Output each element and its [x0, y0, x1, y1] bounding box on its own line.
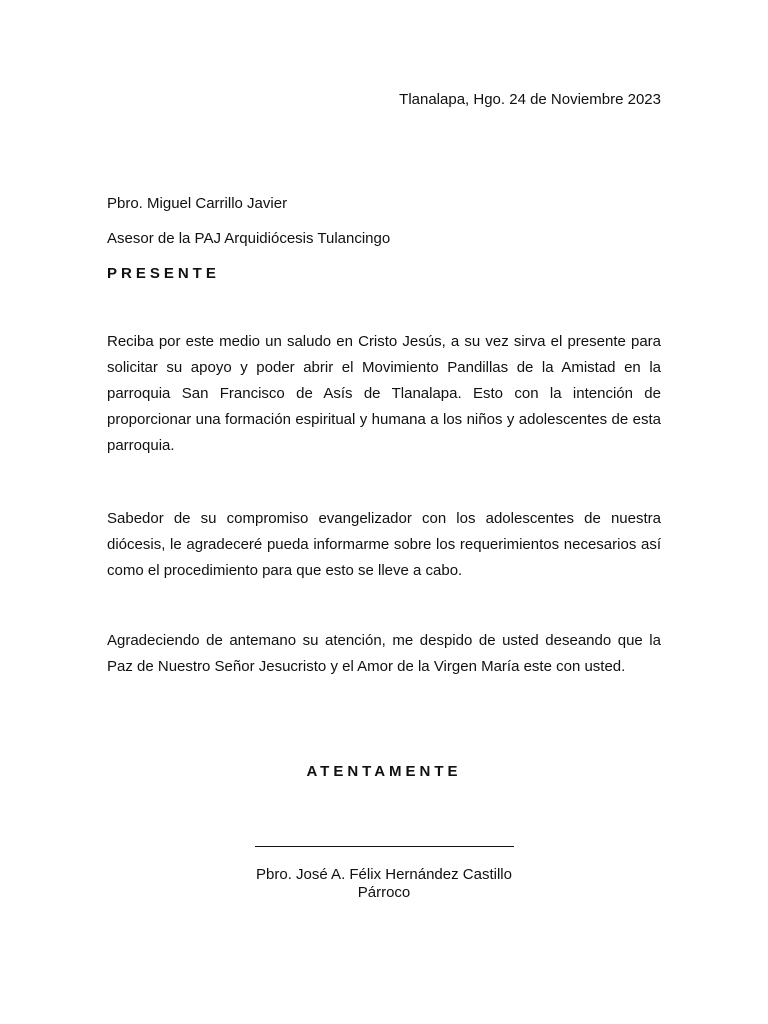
body-paragraph-1: Reciba por este medio un saludo en Cristo Jesús, a su vez sirva el presente para solicitar su apoyo y poder abrir el Movimiento Pandillas de la Amistad en la parroquia San Francisco de Asís de Tlanalapa. Esto con la intención de proporcionar una formación espiritual y humana a los niños y adolescentes de esta parroquia. — [107, 333, 661, 454]
recipient-block — [107, 194, 390, 284]
closing-heading: ATENTAMENTE — [306, 763, 462, 780]
body-paragraph-2: Sabedor de su compromiso evangelizador con los adolescentes de nuestra diócesis, le agradeceré pueda informarme sobre los requerimientos necesarios así como el procedimiento para que esto se lleve a cabo. — [107, 510, 661, 579]
signer-name: Pbro. José A. Félix Hernández Castillo — [256, 866, 512, 883]
presente-heading: PRESENTE — [107, 265, 220, 282]
recipient-name: Pbro. Miguel Carrillo Javier — [107, 195, 288, 212]
signer-title: Párroco — [357, 884, 411, 901]
signature-line — [255, 846, 514, 847]
body-paragraph-3: Agradeciendo de antemano su atención, me despido de usted deseando que la Paz de Nuestro Señor Jesucristo y el Amor de la Virgen María este con usted. — [107, 632, 661, 675]
letter-date: Tlanalapa, Hgo. 24 de Noviembre 2023 — [399, 91, 661, 108]
signer-block — [234, 866, 534, 902]
recipient-title: Asesor de la PAJ Arquidiócesis Tulancingo — [107, 230, 391, 247]
